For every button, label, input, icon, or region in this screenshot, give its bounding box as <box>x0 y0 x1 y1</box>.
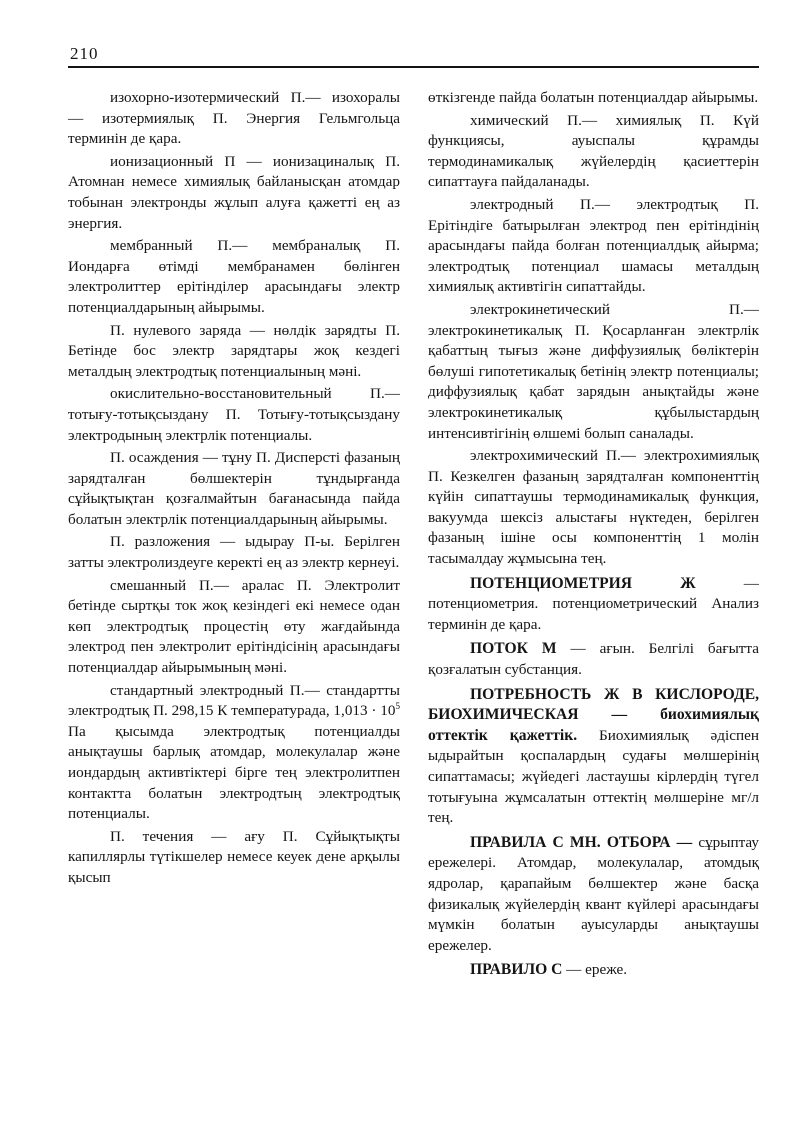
entry-text: — потенциометрия. потенциометрический Анализ терминін де қара. <box>428 574 759 633</box>
headword-entry <box>428 574 759 636</box>
exponent: 5 <box>395 701 400 712</box>
dictionary-entry: П. разложения — ыдырау П-ы. Берілген затты электролиздеуге керекті ең аз электр кернеуі. <box>68 533 400 572</box>
headword: ПОТЕНЦИОМЕТРИЯ Ж <box>470 574 696 592</box>
dictionary-entry: П. нулевого заряда — нөлдік зарядты П. Бетінде бос электр зарядтары жоқ кездегі металдың электродтық потенциалының мәні. <box>68 321 400 380</box>
dictionary-entry: электрохимический П.— электрохимиялық П. Кезкелген фазаның зарядталған компоненттің күйін сипаттаушы термодинамикалық функция, вакуумда шексіз алыстағы нүктеден, берілген фазаның ішіне осы компоненттің 1 молін тасымалдау жұмысына тең. <box>428 447 759 568</box>
headword-entry <box>428 833 759 957</box>
headword-entry <box>428 685 759 829</box>
left-column <box>68 88 400 891</box>
dictionary-entry: изохорно-изотермический П.— изохоралы — изотермиялық П. Энергия Гельмгольца терминін де қара. <box>68 89 400 148</box>
page-number: 210 <box>70 44 99 63</box>
headword-entry <box>428 960 759 981</box>
dictionary-entry: электродный П.— электродтық П. Ерітіндіге батырылған электрод пен ерітіндінің арасындағы пайда болған потенциалдық айырма; электродтық потенциал шамасы металдың химиялық активтігін сипаттайды. <box>428 195 759 296</box>
dictionary-entry: окислительно-восстановительный П.— тотығу-тотықсыздану П. Тотығу-тотықсыздану электродының электрлік потенциалы. <box>68 385 400 444</box>
dictionary-entry-continuation: өткізгенде пайда болатын потенциалдар айырымы. <box>428 89 759 106</box>
entry-text: сұрыптау ережелері. Атомдар, молекулалар, атомдық ядролар, қарапайым бөлшектер және басқа физикалық жүйелердің квант күйлері арасындағы мүмкін болатын ауысуларды анықтаушы ережелер. <box>428 833 759 954</box>
dictionary-entry: электрокинетический П.— электрокинетикалық П. Қосарланған электрлік қабаттың тығыз және диффузиялық бөліктерін бөлуші гипотетикалық бетінің электр потенциалы; диффузиялық қабат зарядын анықтайды және электрокинетикалық құбылыстардың интенсивтігінің өлшемі болып саналады. <box>428 300 759 442</box>
headword: ПРАВИЛА С МН. ОТБОРА — <box>470 833 693 851</box>
entry-text: — ереже. <box>562 961 628 979</box>
dictionary-entry: смешанный П.— аралас П. Электролит бетінде сыртқы ток жоқ кезіндегі екі немесе одан көп электродтық процестің өту жағдайында электрод пен электролит ерітіндісінің арасындағы потенциалдар айырымының мәні. <box>68 576 400 677</box>
entry-text: Биохимиялық әдіспен ыдырайтын қоспалардың судағы мөлшерінің сипаттамасы; жүйедегі ластаушы кірлердің түгел тотығуына жұмсалатын оттектің мөлшеріне мг/л тең. <box>428 726 759 827</box>
entry-text: Па қысымда электродтық потенциалды анықтаушы барлық атомдар, молекулалар және иондардың активтіктері бірге тең электролитпен контактта болатын электродтың электродтық потенциалы. <box>68 722 400 823</box>
dictionary-entry: П. течения — ағу П. Сұйықтықты капиллярлы түтікшелер немесе кеуек дене арқылы қысып <box>68 827 400 886</box>
dictionary-entry <box>68 681 400 825</box>
dictionary-entry: П. осаждения — тұну П. Дисперсті фазаның зарядталған бөлшектерін тұндырғанда сұйықтықтан қозғалмайтын бағанасында пайда болатын электрлік потенциалдарының айырымы. <box>68 449 400 528</box>
dictionary-entry: мембранный П.— мембраналық П. Иондарға өтімді мембранамен бөлінген электролиттер ерітінділер арасындағы электр потенциалдарының айырымы. <box>68 237 400 316</box>
right-column <box>428 88 759 983</box>
entry-text: — ағын. Белгілі бағытта қозғалатын субстанция. <box>428 640 759 679</box>
headword: ПОТОК М <box>470 640 557 658</box>
entry-text: стандартный электродный П.— стандартты электродтық П. 298,15 К температурада, 1,013 · 10 <box>68 681 400 720</box>
dictionary-entry: ионизационный П — ионизациналық П. Атомнан немесе химиялық байланысқан атомдар тобынан электронды жұлып алуға қажетті ең аз энергия. <box>68 152 400 232</box>
headword-entry <box>428 639 759 680</box>
header-rule <box>68 66 759 68</box>
headword: ПОТРЕБНОСТЬ Ж В КИСЛОРОДЕ, БИОХИМИЧЕСКАЯ — биохимиялық оттектік қажеттік. <box>428 685 759 744</box>
headword: ПРАВИЛО С <box>470 961 563 979</box>
dictionary-entry: химический П.— химиялық П. Күй функциясы, ауыспалы құрамды термодинамикалық жүйелердің қасиеттерін сипаттауға пайдаланады. <box>428 111 759 191</box>
